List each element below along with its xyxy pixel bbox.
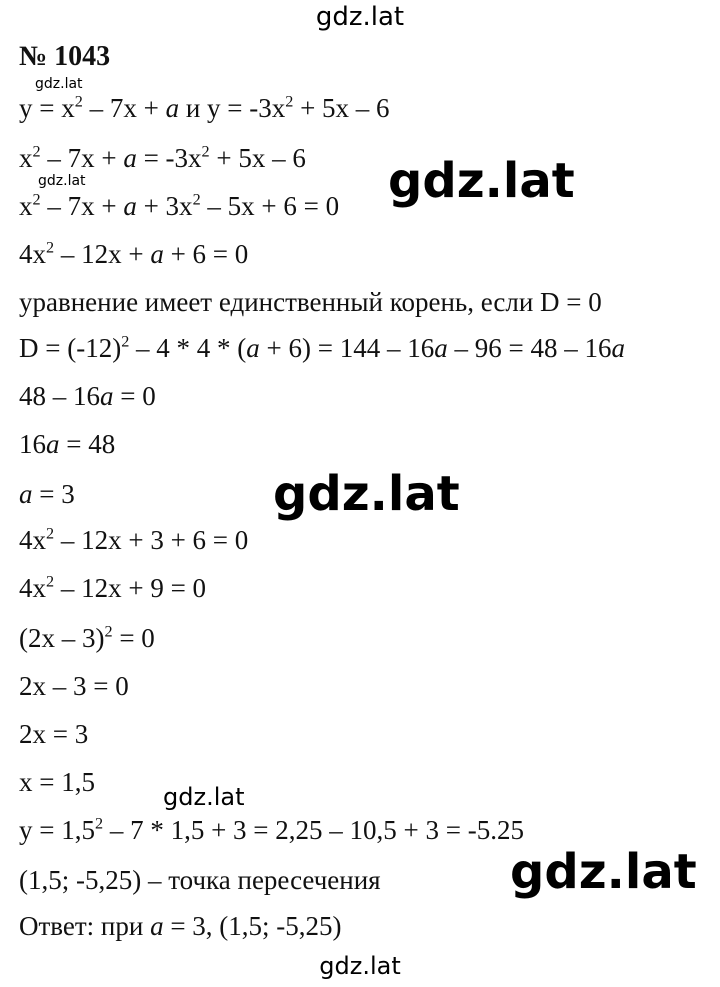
intersection-point-text: (1,5; -5,25) – точка пересечения [19, 865, 381, 895]
equation-line-13: 2x – 3 = 0 [19, 671, 129, 701]
watermark-large-1: gdz.lat [388, 153, 575, 209]
problem-number: № 1043 [19, 41, 111, 72]
equation-line-11: $4x^2 - 12x + 9 = 0$ [19, 572, 207, 603]
equation-line-8: 16a = 48 [19, 429, 116, 459]
watermark-small-1: gdz.lat [35, 76, 83, 92]
equation-line-1: $y = x^2 - 7x + a$ и $y = -3x^2 + 5x - 6$ [19, 92, 390, 123]
watermark-medium: gdz.lat [163, 783, 245, 811]
watermark-bottom: gdz.lat [319, 952, 401, 980]
equation-line-14: 2x = 3 [19, 719, 89, 749]
watermark-large-3: gdz.lat [510, 844, 697, 900]
equation-line-4: $4x^2 - 12x + a + 6 = 0$ [19, 238, 249, 269]
equation-line-7: 48 – 16a = 0 [19, 381, 156, 411]
equation-line-3: $x^2 - 7x + a + 3x^2 - 5x + 6 = 0$ [19, 190, 340, 221]
condition-text: уравнение имеет единственный корень, если D = 0 [19, 287, 602, 317]
watermark-large-2: gdz.lat [273, 466, 460, 522]
equation-line-15: x = 1,5 [19, 767, 95, 797]
discriminant-line: $D = (-12)^2 - 4 * 4 * (a + 6) = 144 - 16a - 96 = 48 - 16a$ [19, 332, 625, 363]
watermark-top: gdz.lat [315, 2, 405, 32]
equation-line-16: $y = 1,5^2 - 7 * 1,5 + 3 = 2,25 - 10,5 + 3 = -5.25$ [19, 814, 524, 845]
equation-line-10: $4x^2 - 12x + 3 + 6 = 0$ [19, 524, 249, 555]
equation-line-2: $x^2 - 7x + a = -3x^2 + 5x - 6$ [19, 142, 306, 173]
equation-line-9: a = 3 [19, 479, 75, 509]
equation-line-12: (2x – 3)$^2$ = 0 [19, 622, 155, 653]
answer-line: Ответ: при a = 3, (1,5; -5,25) [19, 911, 342, 941]
watermark-small-2: gdz.lat [38, 173, 86, 189]
